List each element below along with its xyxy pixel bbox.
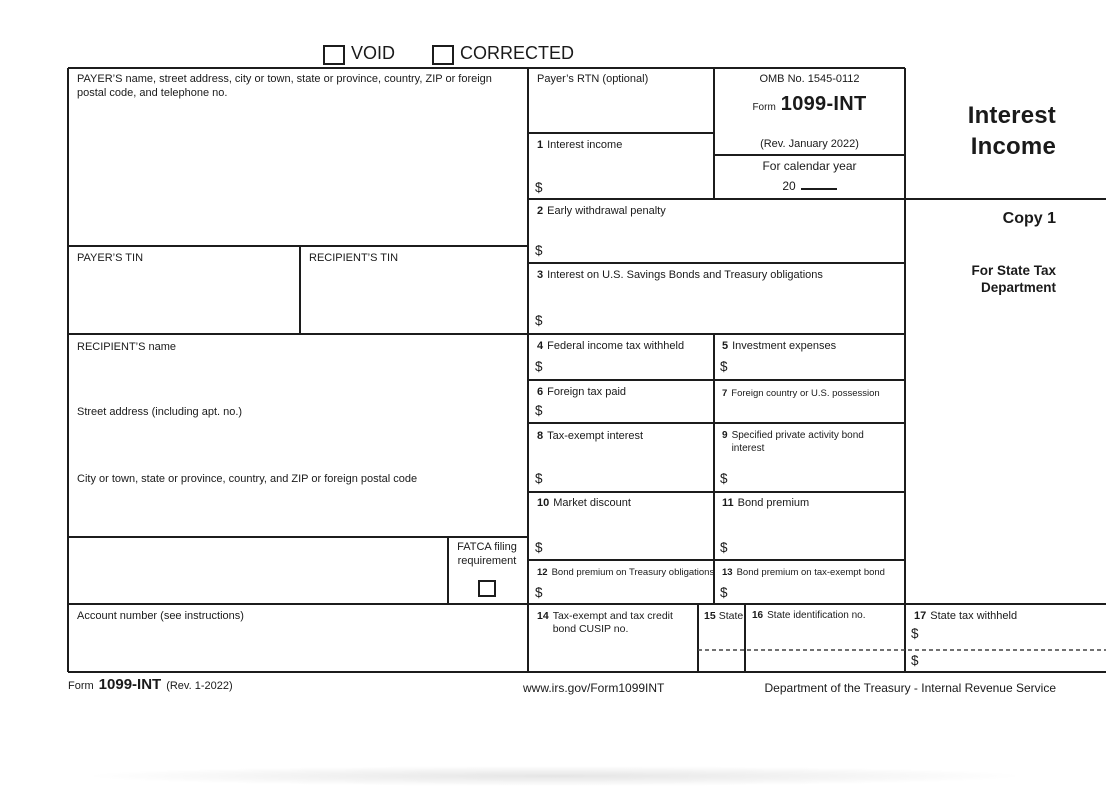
page-bottom-shadow — [92, 766, 1017, 786]
recipient-tin-label: RECIPIENT’S TIN — [309, 252, 399, 264]
footer-form-number: 1099-INT — [98, 676, 162, 693]
form-revision: (Rev. January 2022) — [760, 138, 859, 150]
box-text: Bond premium on Treasury obligations — [551, 567, 715, 578]
fatca-label — [448, 541, 526, 568]
form-type-title-line1: Interest — [967, 102, 1056, 129]
box-number: 2 — [537, 205, 544, 217]
box-text: State tax withheld — [930, 610, 1018, 622]
copy-label: Copy 1 — [1002, 210, 1056, 227]
city-label: City or town, state or province, country, and ZIP or foreign postal code — [77, 473, 418, 485]
box-17-label — [914, 610, 1017, 624]
year-blank-line — [801, 178, 837, 190]
box-8-label — [537, 430, 643, 444]
dollar-sign: $ — [911, 653, 919, 668]
copy-recipient-line1: For State Tax — [971, 263, 1056, 278]
form-type-title-line2: Income — [970, 133, 1056, 160]
box-number: 8 — [537, 430, 544, 442]
box-2-label — [537, 205, 666, 219]
box-16-label — [752, 610, 866, 623]
box-text: Interest on U.S. Savings Bonds and Treasury obligations — [547, 269, 823, 281]
dollar-sign: $ — [535, 359, 543, 374]
dollar-sign: $ — [535, 313, 543, 328]
box-11-label — [722, 497, 809, 511]
box-10-label — [537, 497, 631, 511]
form-number: 1099-INT — [780, 93, 867, 115]
box-number: 9 — [722, 430, 728, 441]
fatca-label-line1: FATCA filing — [457, 541, 517, 553]
payer-tin-label: PAYER’S TIN — [77, 252, 144, 264]
dollar-sign: $ — [720, 585, 728, 600]
dollar-sign: $ — [535, 403, 543, 418]
void-label: VOID — [351, 43, 396, 63]
box-text: Federal income tax withheld — [547, 340, 685, 352]
form-title — [752, 93, 867, 115]
box-text: Interest income — [547, 139, 623, 151]
payer-info-label: PAYER’S name, street address, city or town, state or province, country, ZIP or foreign postal code, and telephone no. — [77, 73, 492, 99]
box-number: 4 — [537, 340, 544, 352]
dollar-sign: $ — [535, 471, 543, 486]
box-text: Foreign tax paid — [547, 386, 627, 398]
void-checkbox[interactable] — [323, 45, 345, 65]
box-number: 11 — [722, 497, 734, 509]
box-15-label — [704, 610, 743, 623]
dollar-sign: $ — [911, 626, 919, 641]
form-word: Form — [752, 102, 776, 113]
box-number: 13 — [722, 567, 733, 578]
box-14-label — [537, 610, 687, 636]
box-number: 10 — [537, 497, 550, 509]
dollar-sign: $ — [720, 359, 728, 374]
box-text: Investment expenses — [732, 340, 837, 352]
box-number: 3 — [537, 269, 544, 281]
fatca-checkbox[interactable] — [478, 580, 496, 597]
corrected-checkbox[interactable] — [432, 45, 454, 65]
account-number-label: Account number (see instructions) — [77, 610, 244, 622]
box-9-label — [722, 430, 894, 455]
box-7-label — [722, 387, 880, 401]
dollar-sign: $ — [535, 540, 543, 555]
calendar-year-entry — [714, 178, 905, 194]
box-number: 16 — [752, 610, 764, 621]
omb-number: OMB No. 1545-0112 — [759, 73, 860, 85]
box-number: 1 — [537, 139, 544, 151]
box-13-label — [722, 566, 885, 580]
box-5-label — [722, 340, 836, 354]
dollar-sign: $ — [720, 471, 728, 486]
box-number: 12 — [537, 567, 548, 578]
box-number: 17 — [914, 610, 927, 622]
box-text: Foreign country or U.S. possession — [731, 388, 880, 399]
box-text: Tax-exempt interest — [547, 430, 644, 442]
box-number: 5 — [722, 340, 729, 352]
box-1-label — [537, 139, 622, 153]
calendar-year-prefix: 20 — [782, 179, 796, 193]
box-text: State — [718, 610, 744, 622]
box-text: Bond premium — [737, 497, 810, 509]
box-3-label — [537, 269, 823, 283]
form-type-title — [856, 100, 1056, 162]
box-text: Tax-exempt and tax credit bond CUSIP no. — [552, 610, 673, 635]
footer-form-revision: (Rev. 1-2022) — [166, 680, 233, 692]
dollar-sign: $ — [720, 540, 728, 555]
box-number: 7 — [722, 388, 728, 399]
box-text: Specified private activity bond interest — [731, 430, 864, 454]
box-text: Market discount — [553, 497, 631, 509]
box-text: State identification no. — [767, 610, 866, 621]
box-text: Bond premium on tax-exempt bond — [736, 567, 885, 578]
dollar-sign: $ — [535, 243, 543, 258]
corrected-label: CORRECTED — [460, 43, 575, 63]
fatca-label-line2: requirement — [457, 554, 517, 567]
copy-recipient-label — [856, 262, 1056, 296]
box-4-label — [537, 340, 684, 354]
calendar-year-label: For calendar year — [762, 159, 857, 173]
box-number: 15 — [704, 610, 716, 622]
dollar-sign: $ — [535, 180, 543, 195]
copy-recipient-line2: Department — [980, 280, 1056, 295]
box-6-label — [537, 386, 626, 400]
payer-rtn-label: Payer’s RTN (optional) — [537, 73, 649, 85]
box-text: Early withdrawal penalty — [547, 205, 666, 217]
dollar-sign: $ — [535, 585, 543, 600]
box-12-label — [537, 566, 714, 580]
box-number: 6 — [537, 386, 544, 398]
footer-agency: Department of the Treasury - Internal Revenue Service — [764, 681, 1056, 695]
footer-url: www.irs.gov/Form1099INT — [523, 681, 665, 695]
footer-form-word: Form — [68, 680, 94, 692]
footer-form-id — [68, 678, 233, 694]
box-number: 14 — [537, 610, 549, 622]
street-address-label: Street address (including apt. no.) — [77, 406, 243, 418]
recipient-name-label: RECIPIENT’S name — [77, 341, 177, 353]
